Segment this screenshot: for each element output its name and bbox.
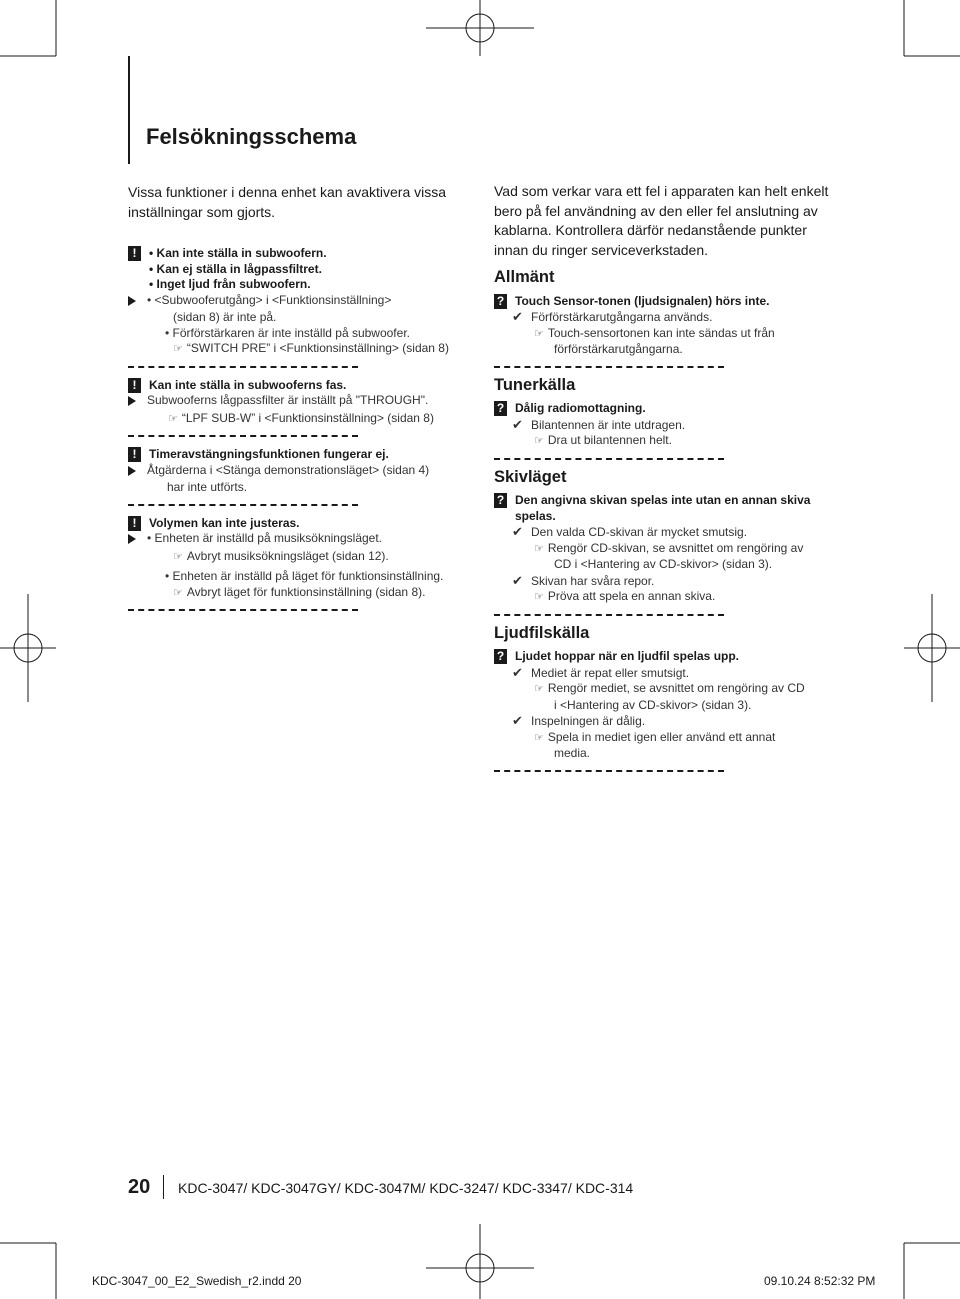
left-block-phase bbox=[128, 377, 434, 438]
cause: (sidan 8) är inte på. bbox=[173, 310, 277, 324]
right-block-tuner bbox=[494, 401, 724, 460]
cause: • <Subwooferutgång> i <Funktionsinställning> bbox=[147, 292, 392, 307]
model-list: KDC-3047/ KDC-3047GY/ KDC-3047M/ KDC-3247/ KDC-3347/ KDC-314 bbox=[178, 1180, 634, 1196]
section-heading-allmant: Allmänt bbox=[494, 268, 555, 286]
symptom: Timeravstängningsfunktionen fungerar ej. bbox=[149, 447, 389, 461]
slug-date: 09.10.24 8:52:32 PM bbox=[764, 1274, 876, 1288]
section-heading-ljudfilskalla: Ljudfilskälla bbox=[494, 623, 590, 642]
reference-icon: ☞ bbox=[173, 586, 183, 599]
symptom: Den angivna skivan spelas inte utan en annan skiva spelas. bbox=[515, 493, 811, 523]
remedy: CD i <Hantering av CD-skivor> (sidan 3). bbox=[554, 557, 773, 571]
question-icon: ? bbox=[494, 493, 507, 508]
remedy: Spela in mediet igen eller använd ett annat bbox=[547, 729, 776, 744]
reference-icon: ☞ bbox=[534, 683, 544, 695]
reference-icon: ☞ bbox=[534, 731, 544, 744]
left-block-subwoofer bbox=[128, 246, 449, 368]
left-intro: Vissa funktioner i denna enhet kan avaktivera vissa inställningar som gjorts. bbox=[128, 184, 447, 220]
symptom: Dålig radiomottagning. bbox=[515, 401, 646, 415]
left-block-timer bbox=[128, 447, 430, 506]
check-icon: ✔ bbox=[512, 713, 523, 728]
remedy: “SWITCH PRE” i <Funktionsinställning> (sidan 8) bbox=[186, 341, 449, 355]
reference-icon: ☞ bbox=[534, 542, 544, 555]
cause-arrow-icon bbox=[128, 293, 147, 311]
check-icon: ✔ bbox=[512, 309, 523, 324]
remedy: media. bbox=[554, 746, 591, 760]
cause: Mediet är repat eller smutsigt. bbox=[531, 665, 690, 680]
cause: • Enheten är inställd på musiksökningsläget. bbox=[147, 531, 383, 545]
reference-icon: ☞ bbox=[173, 550, 183, 563]
reference-icon: ☞ bbox=[534, 435, 544, 447]
question-icon: ? bbox=[494, 294, 507, 309]
right-intro: Vad som verkar vara ett fel i apparaten kan helt enkelt bero på fel användning av den eller fel anslutning av kablarna. Kontrollera därför nedanstående punkter innan du ringer serviceverkstaden. bbox=[494, 183, 829, 258]
remedy: Touch-sensortonen kan inte sändas ut från bbox=[547, 325, 775, 340]
symptom: • Kan ej ställa in lågpassfiltret. bbox=[149, 261, 322, 276]
cause: • Enheten är inställd på läget för funktionsinställning. bbox=[165, 569, 444, 583]
cause: Subwooferns lågpassfilter är inställt på "THROUGH". bbox=[147, 393, 429, 407]
section-heading-tunerkalla: Tunerkälla bbox=[494, 375, 576, 394]
exclamation-icon: ! bbox=[128, 447, 141, 462]
cause: har inte utförts. bbox=[167, 480, 248, 494]
slug-filename: KDC-3047_00_E2_Swedish_r2.indd 20 bbox=[92, 1274, 302, 1288]
cause: Åtgärderna i <Stänga demonstrationsläget> (sidan 4) bbox=[147, 462, 430, 477]
remedy: “LPF SUB-W” i <Funktionsinställning> (sidan 8) bbox=[181, 410, 434, 425]
cause: Bilantennen är inte utdragen. bbox=[531, 417, 686, 432]
title-bar bbox=[128, 56, 130, 164]
page-title: Felsökningsschema bbox=[146, 124, 357, 149]
remedy: i <Hantering av CD-skivor> (sidan 3). bbox=[554, 697, 752, 712]
exclamation-icon: ! bbox=[128, 516, 141, 531]
check-icon: ✔ bbox=[512, 572, 523, 588]
question-icon: ? bbox=[494, 401, 507, 416]
reference-icon: ☞ bbox=[534, 591, 544, 603]
reference-icon: ☞ bbox=[534, 327, 544, 340]
remedy: Pröva att spela en annan skiva. bbox=[547, 589, 716, 603]
remedy: Avbryt musiksökningsläget (sidan 12). bbox=[186, 548, 389, 563]
cause: Den valda CD-skivan är mycket smutsig. bbox=[531, 525, 748, 539]
cause: Förförstärkarutgångarna används. bbox=[531, 310, 713, 324]
page-number: 20 bbox=[128, 1176, 151, 1198]
question-icon: ? bbox=[494, 649, 507, 664]
exclamation-icon: ! bbox=[128, 246, 141, 261]
symptom: Ljudet hoppar när en ljudfil spelas upp. bbox=[515, 649, 740, 663]
right-block-general bbox=[494, 293, 775, 368]
symptom: Touch Sensor-tonen (ljudsignalen) hörs inte. bbox=[515, 293, 770, 308]
reference-icon: ☞ bbox=[168, 412, 178, 425]
check-icon: ✔ bbox=[512, 524, 523, 539]
left-block-volume bbox=[128, 515, 444, 612]
right-column bbox=[494, 182, 839, 782]
check-icon: ✔ bbox=[512, 664, 523, 680]
symptom: Kan inte ställa in subwooferns fas. bbox=[149, 377, 347, 392]
section-heading-skivlaget: Skivläget bbox=[494, 467, 567, 486]
left-column bbox=[128, 182, 473, 621]
remedy: Avbryt läget för funktionsinställning (sidan 8). bbox=[186, 584, 426, 599]
cause: Inspelningen är dålig. bbox=[531, 714, 646, 728]
remedy: Dra ut bilantennen helt. bbox=[547, 433, 672, 447]
cause-arrow-icon bbox=[128, 531, 147, 549]
footer-divider bbox=[163, 1175, 164, 1199]
cause: Skivan har svåra repor. bbox=[531, 573, 655, 588]
right-block-disc bbox=[494, 493, 811, 616]
right-block-audiofile bbox=[494, 649, 805, 772]
check-icon: ✔ bbox=[512, 416, 523, 432]
cause: • Förförstärkaren är inte inställd på subwoofer. bbox=[165, 325, 410, 340]
symptom: Volymen kan inte justeras. bbox=[149, 515, 300, 530]
remedy: Rengör mediet, se avsnittet om rengöring av CD bbox=[547, 681, 805, 695]
remedy: Rengör CD-skivan, se avsnittet om rengöring av bbox=[547, 540, 804, 555]
symptom: • Kan inte ställa in subwoofern. bbox=[149, 246, 327, 260]
remedy: förförstärkarutgångarna. bbox=[554, 342, 683, 356]
cause-arrow-icon bbox=[128, 393, 147, 411]
exclamation-icon: ! bbox=[128, 378, 141, 393]
symptom: • Inget ljud från subwoofern. bbox=[149, 277, 311, 291]
cause-arrow-icon bbox=[128, 463, 147, 481]
reference-icon: ☞ bbox=[173, 343, 183, 355]
